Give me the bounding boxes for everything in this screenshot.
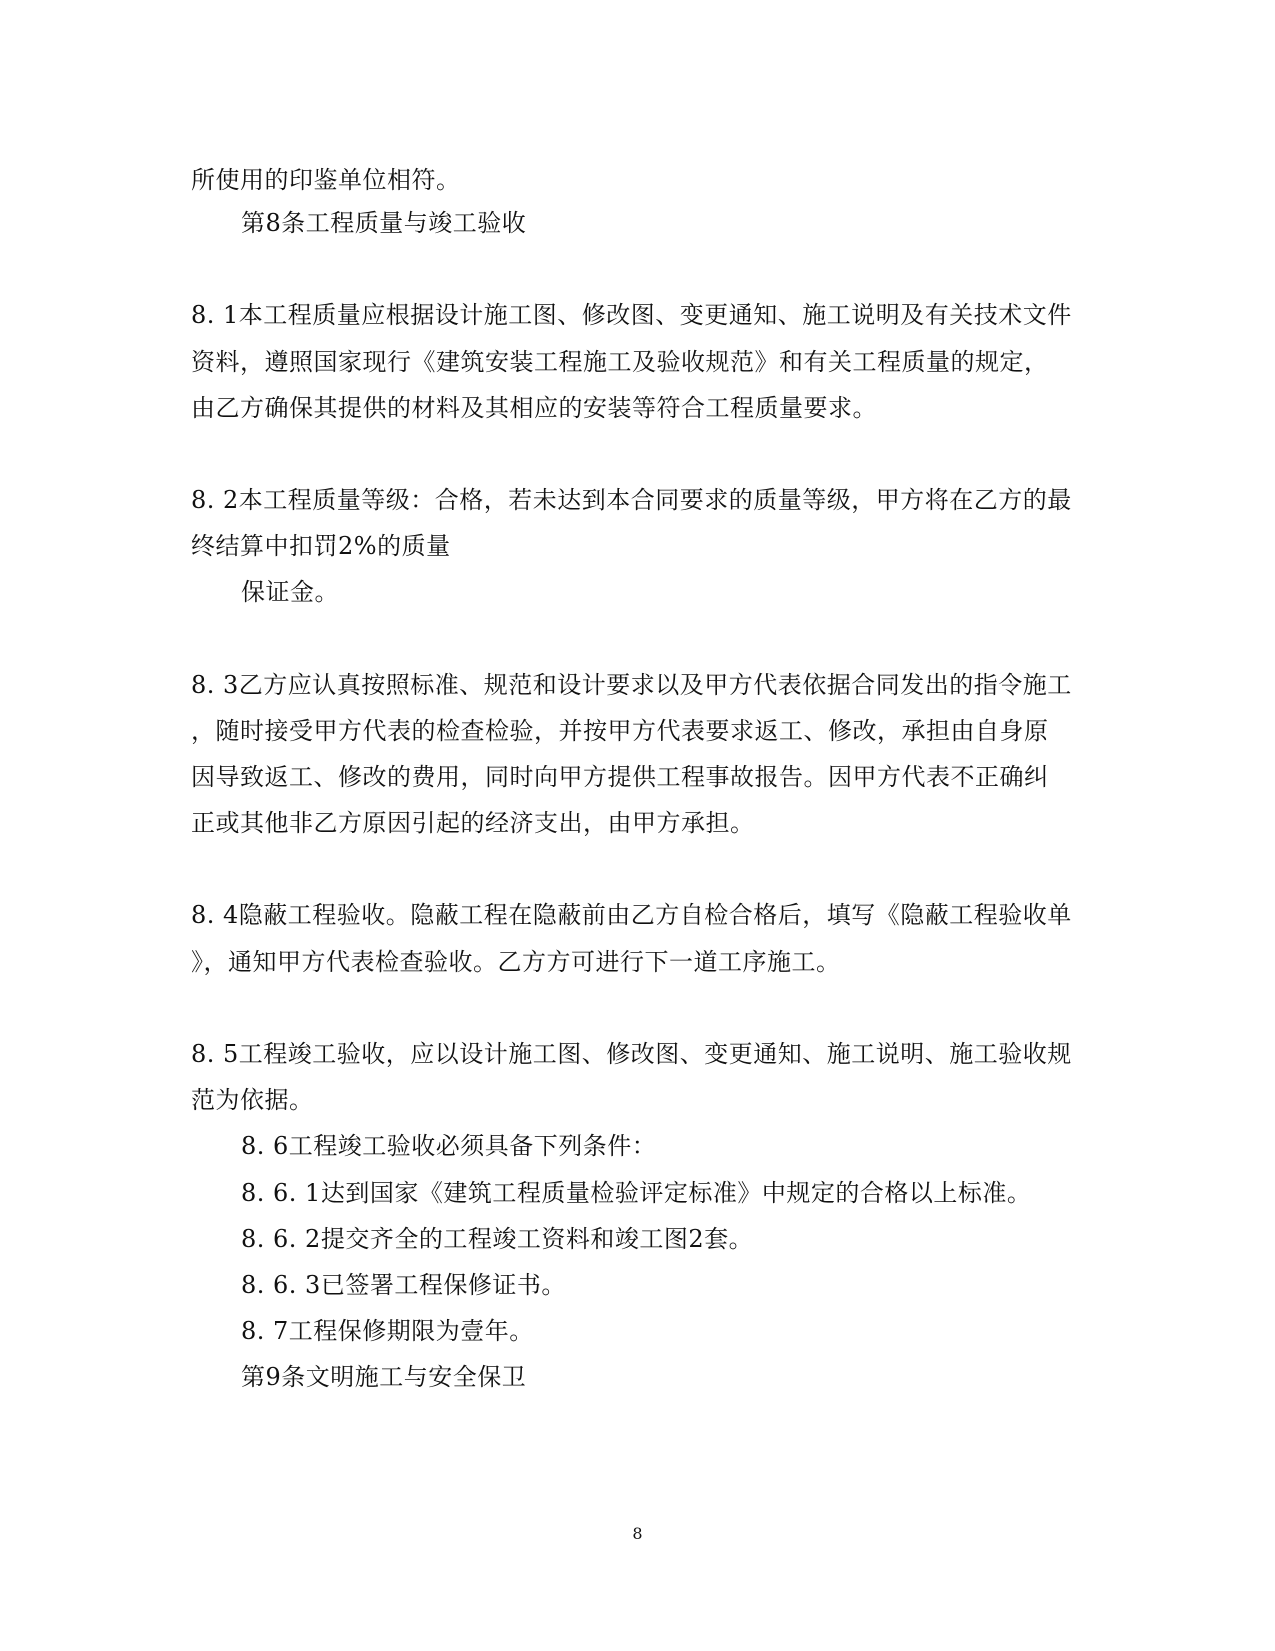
- page-number: 8: [632, 1524, 643, 1543]
- text-line: 8. 6工程竣工验收必须具备下列条件：: [241, 1132, 657, 1160]
- text-line: ，随时接受甲方代表的检查检验，并按甲方代表要求返工、修改，承担由自身原: [191, 717, 1049, 745]
- text-line: 由乙方确保其提供的材料及其相应的安装等符合工程质量要求。: [191, 394, 877, 422]
- section-heading: 第9条文明施工与安全保卫: [241, 1363, 527, 1391]
- text-line: 8. 7工程保修期限为壹年。: [241, 1317, 534, 1345]
- text-line: 所使用的印鉴单位相符。: [191, 166, 461, 194]
- text-line: 保证金。: [241, 578, 339, 606]
- text-line: 正或其他非乙方原因引起的经济支出，由甲方承担。: [191, 809, 755, 837]
- text-line: 范为依据。: [191, 1086, 314, 1114]
- text-line: 8. 6. 2提交齐全的工程竣工资料和竣工图2套。: [241, 1225, 754, 1253]
- text-line: 8. 5工程竣工验收，应以设计施工图、修改图、变更通知、施工说明、施工验收规: [191, 1040, 1072, 1068]
- text-line: 8. 4隐蔽工程验收。隐蔽工程在隐蔽前由乙方自检合格后，填写《隐蔽工程验收单: [191, 901, 1072, 929]
- text-line: 8. 6. 3已签署工程保修证书。: [241, 1271, 566, 1299]
- text-line: 》，通知甲方代表检查验收。乙方方可进行下一道工序施工。: [191, 948, 841, 976]
- text-line: 资料，遵照国家现行《建筑安装工程施工及验收规范》和有关工程质量的规定，: [191, 348, 1049, 376]
- text-line: 8. 3乙方应认真按照标准、规范和设计要求以及甲方代表依据合同发出的指令施工: [191, 671, 1072, 699]
- text-line: 8. 6. 1达到国家《建筑工程质量检验评定标准》中规定的合格以上标准。: [241, 1179, 1032, 1207]
- text-line: 8. 2本工程质量等级：合格，若未达到本合同要求的质量等级，甲方将在乙方的最: [191, 486, 1072, 514]
- text-line: 因导致返工、修改的费用，同时向甲方提供工程事故报告。因甲方代表不正确纠: [191, 763, 1049, 791]
- section-heading: 第8条工程质量与竣工验收: [241, 209, 527, 237]
- text-line: 终结算中扣罚2%的质量: [191, 532, 451, 560]
- text-line: 8. 1本工程质量应根据设计施工图、修改图、变更通知、施工说明及有关技术文件: [191, 301, 1072, 329]
